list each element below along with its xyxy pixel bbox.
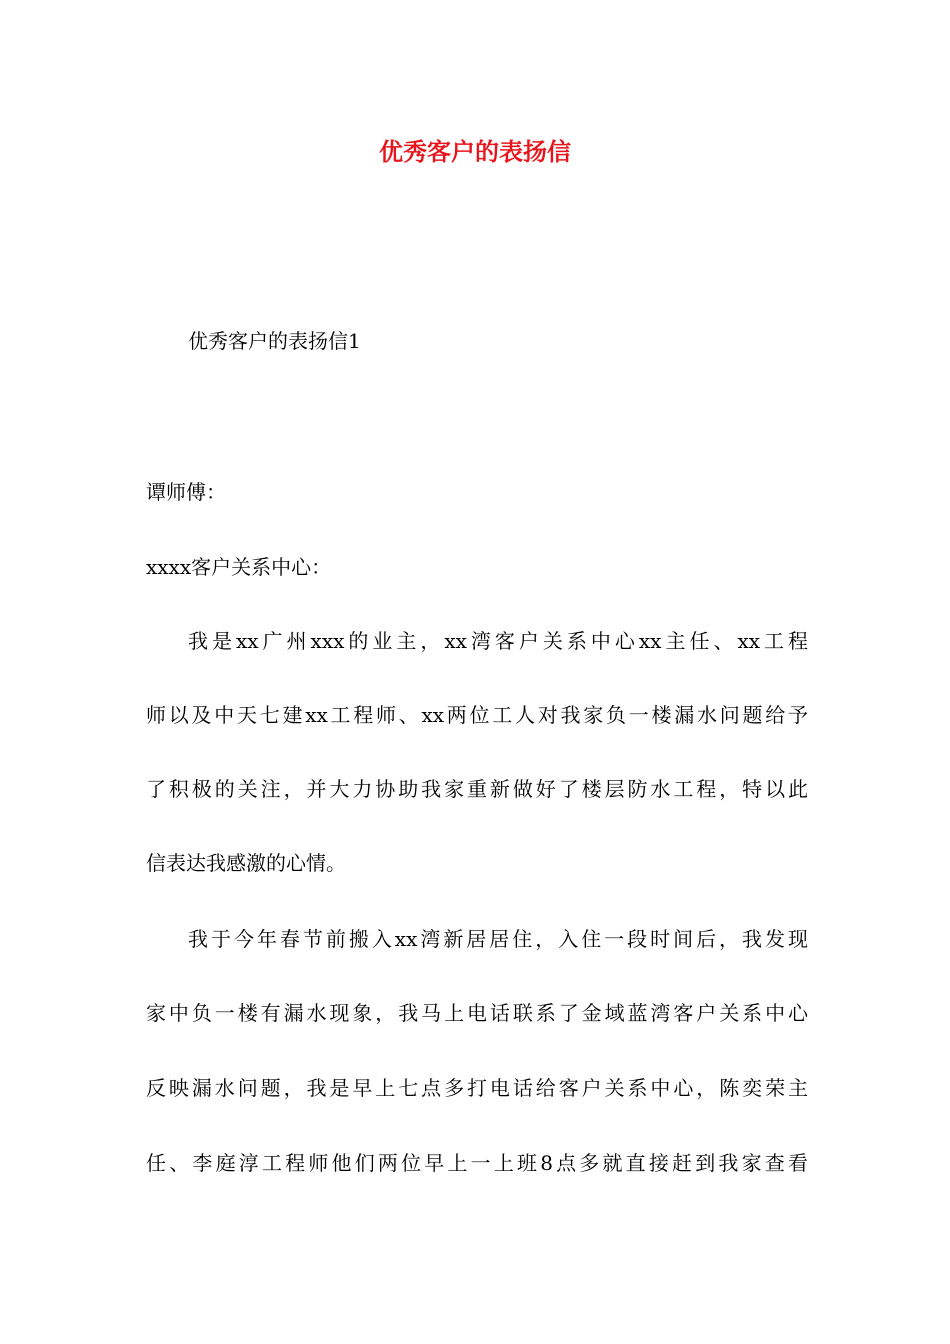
paragraph-line: 我于今年春节前搬入xx湾新居居住，入住一段时间后，我发现	[188, 927, 808, 951]
paragraph-line: 反映漏水问题，我是早上七点多打电话给客户关系中心，陈奕荣主	[146, 1076, 808, 1100]
paragraph-line: 师以及中天七建xx工程师、xx两位工人对我家负一楼漏水问题给予	[146, 703, 808, 727]
paragraph-line: 家中负一楼有漏水现象，我马上电话联系了金域蓝湾客户关系中心	[146, 1001, 808, 1025]
salutation-center: xxxx客户关系中心：	[146, 555, 332, 579]
paragraph-line: 了积极的关注，并大力协助我家重新做好了楼层防水工程，特以此	[146, 777, 808, 801]
salutation-master: 谭师傅：	[146, 480, 226, 504]
paragraph-line: 我是xx广州xxx的业主，xx湾客户关系中心xx主任、xx工程	[188, 629, 808, 653]
paragraph-line: 信表达我感激的心情。	[146, 851, 346, 875]
letter-subtitle: 优秀客户的表扬信1	[188, 329, 361, 353]
paragraph-line: 任、李庭淳工程师他们两位早上一上班8点多就直接赶到我家查看	[146, 1151, 808, 1175]
document-title: 优秀客户的表扬信	[379, 138, 571, 166]
